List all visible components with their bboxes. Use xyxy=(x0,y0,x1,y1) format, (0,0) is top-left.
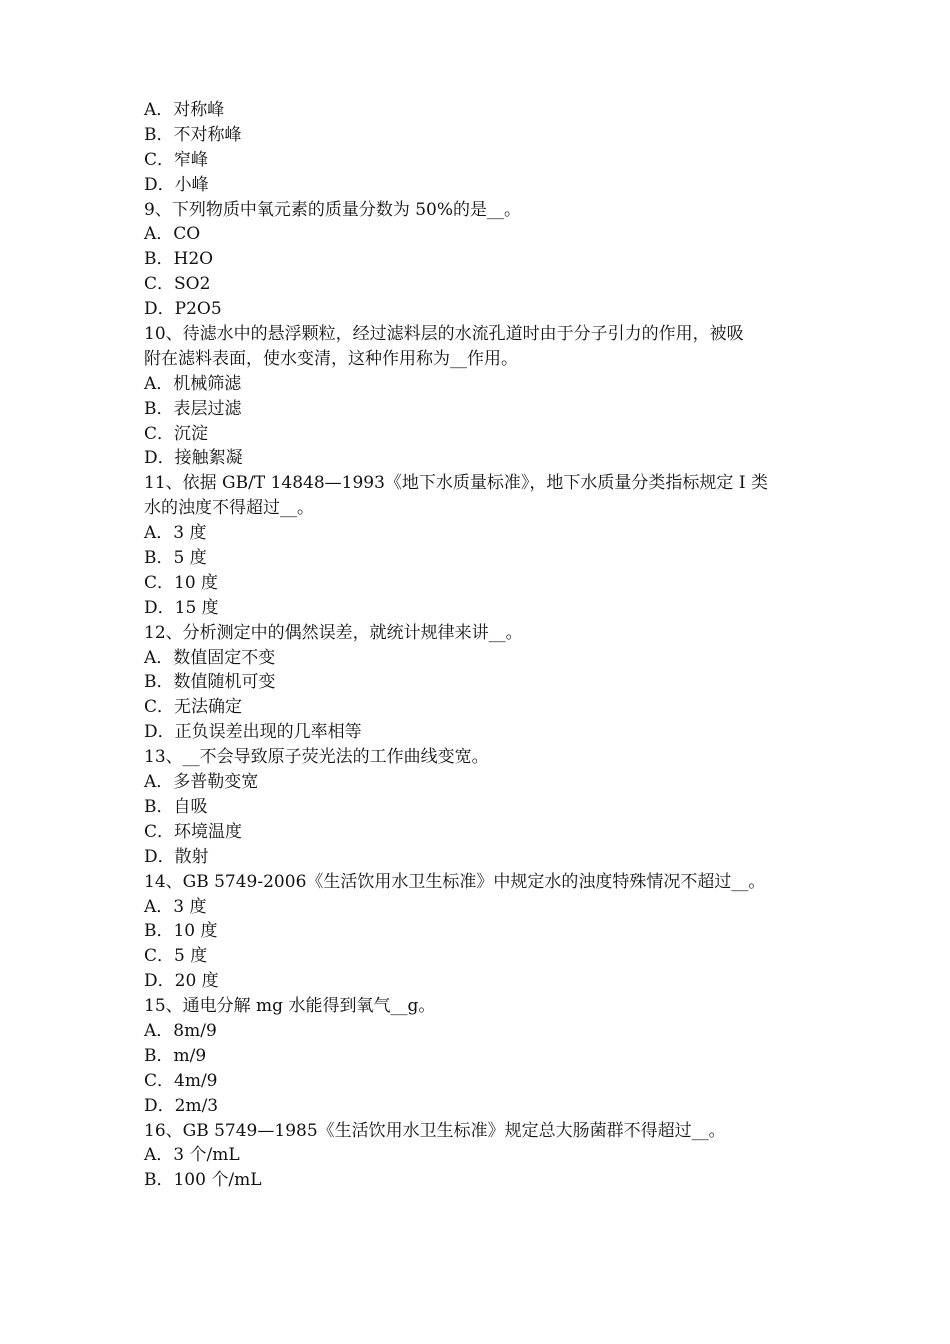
question-text: 水的浊度不得超过__。 xyxy=(144,498,314,519)
answer-option: B．自吸 xyxy=(144,796,208,817)
answer-option: B．H2O xyxy=(144,249,214,270)
question-text: 10、待滤水中的悬浮颗粒，经过滤料层的水流孔道时由于分子引力的作用，被吸 xyxy=(144,324,744,345)
answer-option: C．5 度 xyxy=(144,946,208,967)
answer-option: A．8m/9 xyxy=(144,1020,217,1041)
answer-option: B．数值随机可变 xyxy=(144,672,276,693)
answer-option: C．SO2 xyxy=(144,274,211,295)
answer-option: D．2m/3 xyxy=(144,1095,219,1116)
answer-option: A．3 个/mL xyxy=(144,1145,240,1166)
question-text: 14、GB 5749-2006《生活饮用水卫生标准》中规定水的浊度特殊情况不超过__。 xyxy=(144,871,766,892)
answer-option: A．机械筛滤 xyxy=(144,373,242,394)
question-text: 9、下列物质中氧元素的质量分数为 50%的是__。 xyxy=(144,199,522,220)
document-page xyxy=(144,98,814,1193)
question-text: 13、__不会导致原子荧光法的工作曲线变宽。 xyxy=(144,747,489,768)
answer-option: B．5 度 xyxy=(144,548,207,569)
answer-option: C．10 度 xyxy=(144,572,219,593)
question-text: 12、分析测定中的偶然误差，就统计规律来讲__。 xyxy=(144,622,523,643)
answer-option: B．不对称峰 xyxy=(144,124,242,145)
answer-option: B．100 个/mL xyxy=(144,1170,262,1191)
question-text: 11、依据 GB/T 14848—1993《地下水质量标准》，地下水质量分类指标规定 Ⅰ 类 xyxy=(144,473,768,494)
answer-option: B．m/9 xyxy=(144,1045,207,1066)
answer-option: B．10 度 xyxy=(144,921,218,942)
answer-option: D．P2O5 xyxy=(144,299,222,320)
answer-option: A．3 度 xyxy=(144,523,207,544)
answer-option: A．数值固定不变 xyxy=(144,647,276,668)
answer-option: D．正负误差出现的几率相等 xyxy=(144,722,362,743)
answer-option: A．对称峰 xyxy=(144,100,225,120)
answer-option: C．4m/9 xyxy=(144,1070,218,1091)
answer-option: A．CO xyxy=(144,224,201,245)
question-text: 15、通电分解 mg 水能得到氧气__g。 xyxy=(144,996,436,1017)
answer-option: C．窄峰 xyxy=(144,149,209,170)
question-text: 附在滤料表面，使水变清，这种作用称为__作用。 xyxy=(144,348,518,369)
answer-option: B．表层过滤 xyxy=(144,398,242,419)
answer-option: D．接触絮凝 xyxy=(144,448,243,469)
answer-option: D．20 度 xyxy=(144,971,219,992)
answer-option: A．多普勒变宽 xyxy=(144,772,259,793)
question-text: 16、GB 5749—1985《生活饮用水卫生标准》规定总大肠菌群不得超过__。 xyxy=(144,1120,726,1141)
answer-option: C．无法确定 xyxy=(144,697,243,718)
answer-option: D．散射 xyxy=(144,846,209,867)
answer-option: A．3 度 xyxy=(144,896,207,917)
answer-option: C．沉淀 xyxy=(144,423,209,444)
answer-option: C．环境温度 xyxy=(144,821,243,842)
answer-option: D．15 度 xyxy=(144,597,219,618)
answer-option: D．小峰 xyxy=(144,174,209,195)
